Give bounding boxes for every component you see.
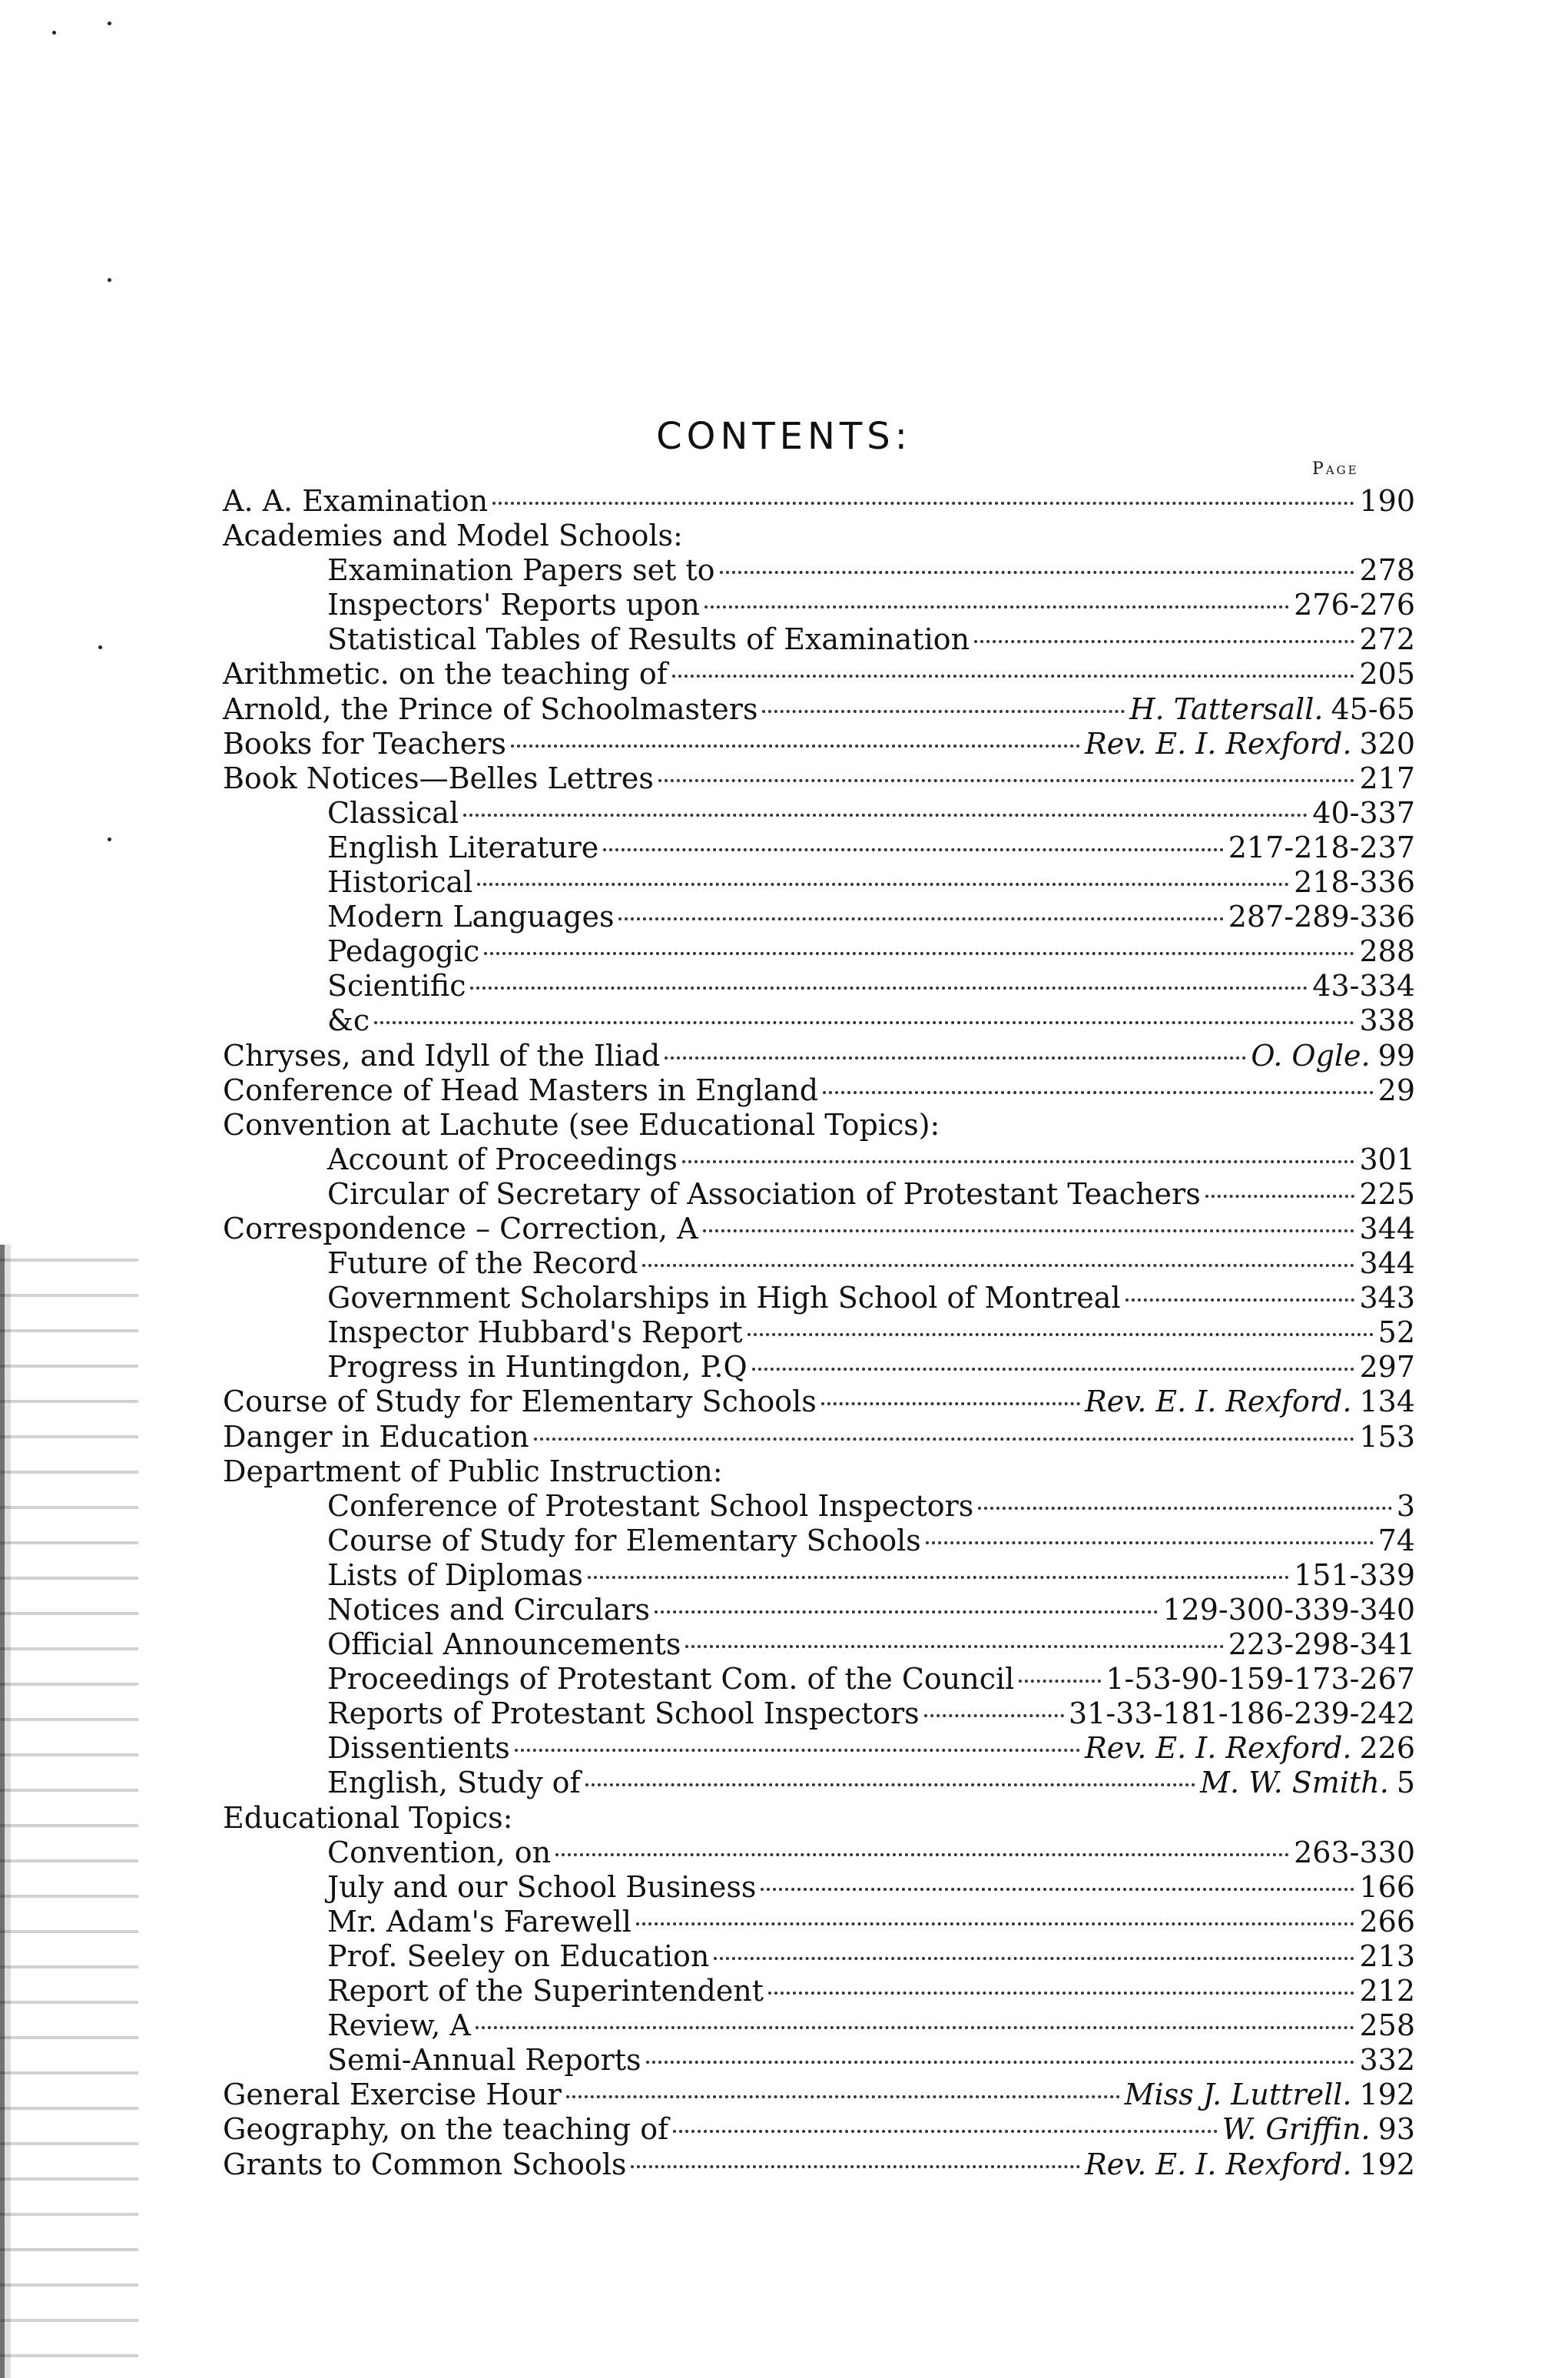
entry-page-number: 212	[1359, 1974, 1415, 2008]
entry-title: Conference of Protestant School Inspectors	[327, 1488, 974, 1523]
dot-leader	[978, 1507, 1392, 1510]
contents-entry	[223, 1177, 1415, 1212]
entry-title: &c	[327, 1003, 370, 1038]
entry-title: Official Announcements	[327, 1627, 681, 1662]
entry-page-number: 205	[1359, 657, 1415, 692]
dot-leader	[646, 2061, 1355, 2064]
entry-author: M. W. Smith.	[1200, 1766, 1389, 1800]
contents-entry	[223, 969, 1415, 1003]
entry-page-number: 45-65	[1331, 692, 1415, 726]
entry-title: Progress in Huntingdon, P.Q	[327, 1350, 748, 1385]
dot-leader	[555, 1853, 1289, 1856]
entry-page-number: 301	[1359, 1142, 1415, 1176]
entry-page-number: 43-334	[1312, 969, 1415, 1003]
dot-leader	[585, 1783, 1196, 1786]
entry-title: Reports of Protestant School Inspectors	[327, 1696, 920, 1731]
entry-page-number: 3	[1396, 1488, 1415, 1523]
entry-title: Course of Study for Elementary Schools	[327, 1523, 921, 1557]
entry-title: Conference of Head Masters in England	[223, 1073, 819, 1107]
contents-entry	[223, 934, 1415, 969]
entry-page-number: 99	[1377, 1038, 1415, 1073]
dot-leader	[823, 1091, 1374, 1094]
entry-page-number: 278	[1359, 553, 1415, 588]
scan-speck	[52, 31, 56, 35]
contents-entry	[223, 1766, 1415, 1800]
entry-page-number: 5	[1396, 1766, 1415, 1800]
dot-leader	[704, 605, 1289, 609]
dot-leader	[484, 952, 1354, 955]
entry-page-number: 192	[1359, 2078, 1415, 2112]
entry-page-number: 288	[1359, 934, 1415, 969]
page-column-label: Page	[1312, 459, 1359, 479]
dot-leader	[1205, 1195, 1355, 1198]
entry-title: Arnold, the Prince of Schoolmasters	[223, 692, 758, 726]
contents-entry	[223, 900, 1415, 934]
contents-entry	[223, 1731, 1415, 1766]
entry-page-number: 338	[1359, 1003, 1415, 1038]
entry-title: Academies and Model Schools:	[223, 519, 683, 553]
dot-leader	[768, 1992, 1354, 1995]
entry-title: Mr. Adam's Farewell	[327, 1904, 632, 1939]
entry-title: Pedagogic	[327, 934, 480, 969]
dot-leader	[492, 502, 1354, 505]
entry-page-number: 263-330	[1294, 1835, 1415, 1869]
contents-entry	[223, 2147, 1415, 2182]
dot-leader	[673, 2130, 1218, 2133]
dot-leader	[926, 1541, 1374, 1544]
entry-page-number: 343	[1359, 1281, 1415, 1315]
dot-leader	[470, 987, 1308, 990]
contents-entry	[223, 1420, 1415, 1454]
entry-page-number: 225	[1359, 1176, 1415, 1211]
contents-entry	[223, 2043, 1415, 2078]
dot-leader	[636, 1922, 1355, 1925]
contents-entry	[223, 1108, 1415, 1143]
contents-entry	[223, 1836, 1415, 1870]
entry-page-number: 192	[1359, 2147, 1415, 2181]
entry-page-number: 217	[1359, 761, 1415, 795]
contents-entry	[223, 1524, 1415, 1558]
entry-page-number: 52	[1377, 1315, 1415, 1350]
contents-entry	[223, 1143, 1415, 1177]
entry-page-number: 344	[1359, 1246, 1415, 1281]
entry-title: General Exercise Hour	[223, 2078, 562, 2112]
scan-speck	[108, 278, 111, 282]
entry-title: Report of the Superintendent	[327, 1974, 764, 2008]
contents-entry	[223, 1558, 1415, 1593]
dot-leader	[658, 779, 1355, 782]
dot-leader	[588, 1576, 1289, 1579]
scan-speck	[108, 22, 111, 25]
entry-title: Circular of Secretary of Association of Protestant Teachers	[327, 1176, 1201, 1211]
contents-entry	[223, 727, 1415, 761]
dot-leader	[672, 675, 1355, 678]
entry-page-number: 258	[1359, 2008, 1415, 2043]
contents-entry	[223, 761, 1415, 796]
dot-leader	[534, 1438, 1355, 1441]
dot-leader	[515, 1749, 1080, 1752]
dot-leader	[1125, 1298, 1355, 1302]
contents-list	[223, 484, 1415, 2182]
dot-leader	[974, 640, 1354, 643]
entry-title: English Literature	[327, 830, 599, 864]
dot-leader	[685, 1645, 1223, 1648]
dot-leader	[714, 1957, 1354, 1960]
entry-title: Course of Study for Elementary Schools	[223, 1385, 817, 1419]
entry-page-number: 1-53-90-159-173-267	[1106, 1662, 1415, 1696]
entry-title: Notices and Circulars	[327, 1593, 651, 1627]
entry-title: A. A. Examination	[223, 484, 489, 518]
dot-leader	[642, 1264, 1354, 1267]
entry-title: Danger in Education	[223, 1419, 529, 1454]
dot-leader	[682, 1160, 1355, 1163]
contents-entry	[223, 1039, 1415, 1073]
entry-title: Statistical Tables of Results of Examination	[327, 622, 970, 657]
entry-page-number: 40-337	[1312, 795, 1415, 830]
entry-page-number: 320	[1359, 726, 1415, 761]
entry-page-number: 74	[1377, 1523, 1415, 1557]
entry-title: Convention at Lachute (see Educational Topics):	[223, 1107, 940, 1142]
contents-entry	[223, 1385, 1415, 1419]
entry-author: Rev. E. I. Rexford.	[1085, 1385, 1352, 1419]
dot-leader	[655, 1610, 1158, 1614]
dot-leader	[720, 571, 1355, 574]
entry-page-number: 218-336	[1294, 865, 1415, 900]
entry-title: Account of Proceedings	[327, 1142, 678, 1176]
dot-leader	[752, 1368, 1355, 1371]
entry-page-number: 223-298-341	[1228, 1627, 1415, 1662]
scan-speck	[98, 645, 102, 649]
dot-leader	[603, 848, 1223, 851]
entry-title: Inspectors' Reports upon	[327, 588, 700, 622]
contents-entry	[223, 1593, 1415, 1627]
dot-leader	[477, 883, 1289, 886]
contents-entry	[223, 1905, 1415, 1939]
entry-title: Department of Public Instruction:	[223, 1454, 723, 1488]
contents-entry	[223, 1073, 1415, 1108]
entry-title: Dissentients	[327, 1731, 510, 1766]
contents-entry	[223, 2078, 1415, 2112]
dot-leader	[511, 745, 1080, 748]
entry-title: Books for Teachers	[223, 726, 506, 761]
contents-entry	[223, 692, 1415, 727]
entry-page-number: 344	[1359, 1211, 1415, 1245]
dot-leader	[1019, 1680, 1101, 1683]
dot-leader	[665, 1056, 1246, 1060]
contents-entry	[223, 1350, 1415, 1385]
dot-leader	[748, 1333, 1374, 1336]
contents-entry	[223, 1939, 1415, 1974]
entry-page-number: 287-289-336	[1228, 900, 1415, 934]
dot-leader	[631, 2165, 1080, 2168]
entry-title: English, Study of	[327, 1766, 581, 1800]
dot-leader	[703, 1229, 1355, 1232]
contents-entry	[223, 484, 1415, 519]
entry-page-number: 134	[1359, 1385, 1415, 1419]
entry-title: Government Scholarships in High School of Montreal	[327, 1281, 1121, 1315]
entry-title: Proceedings of Protestant Com. of the Council	[327, 1662, 1015, 1696]
contents-entry	[223, 588, 1415, 622]
dot-leader	[618, 917, 1223, 920]
dot-leader	[476, 2026, 1355, 2029]
page-title: CONTENTS:	[656, 415, 912, 458]
entry-page-number: 166	[1359, 1869, 1415, 1904]
entry-title: Lists of Diplomas	[327, 1557, 583, 1592]
entry-title: Geography, on the teaching of	[223, 2112, 669, 2147]
entry-page-number: 153	[1359, 1419, 1415, 1454]
entry-page-number: 332	[1359, 2043, 1415, 2078]
contents-entry	[223, 657, 1415, 692]
contents-entry	[223, 865, 1415, 900]
entry-page-number: 129-300-339-340	[1162, 1593, 1415, 1627]
entry-title: Semi-Annual Reports	[327, 2043, 641, 2078]
entry-title: July and our School Business	[327, 1869, 757, 1904]
scan-speck	[108, 837, 111, 841]
entry-page-number: 226	[1359, 1731, 1415, 1766]
entry-title: Historical	[327, 865, 473, 900]
contents-entry	[223, 1627, 1415, 1662]
entry-title: Prof. Seeley on Education	[327, 1939, 710, 1973]
entry-title: Examination Papers set to	[327, 553, 715, 588]
dot-leader	[761, 1888, 1354, 1891]
contents-entry	[223, 1801, 1415, 1836]
entry-page-number: 190	[1359, 484, 1415, 518]
contents-entry	[223, 1212, 1415, 1246]
dot-leader	[762, 710, 1125, 713]
entry-author: O. Ogle.	[1251, 1038, 1371, 1073]
entry-page-number: 217-218-237	[1228, 830, 1415, 864]
entry-title: Review, A	[327, 2008, 471, 2043]
entry-title: Educational Topics:	[223, 1800, 513, 1835]
entry-page-number: 93	[1377, 2112, 1415, 2147]
entry-title: Classical	[327, 795, 459, 830]
dot-leader	[374, 1021, 1354, 1024]
entry-title: Chryses, and Idyll of the Iliad	[223, 1038, 661, 1073]
entry-author: Rev. E. I. Rexford.	[1085, 1731, 1352, 1766]
entry-page-number: 276-276	[1294, 588, 1415, 622]
contents-entry	[223, 1003, 1415, 1038]
entry-page-number: 31-33-181-186-239-242	[1068, 1696, 1415, 1731]
contents-entry	[223, 1315, 1415, 1350]
contents-entry	[223, 2112, 1415, 2147]
entry-author: Rev. E. I. Rexford.	[1085, 726, 1352, 761]
entry-title: Book Notices—Belles Lettres	[223, 761, 654, 795]
dot-leader	[463, 814, 1308, 817]
entry-page-number: 213	[1359, 1939, 1415, 1973]
entry-title: Future of the Record	[327, 1246, 638, 1281]
entry-page-number: 266	[1359, 1904, 1415, 1939]
entry-page-number: 151-339	[1294, 1557, 1415, 1592]
contents-entry	[223, 2008, 1415, 2043]
contents-entry	[223, 1454, 1415, 1489]
contents-entry	[223, 553, 1415, 588]
contents-entry	[223, 1870, 1415, 1905]
entry-author: H. Tattersall.	[1129, 692, 1324, 726]
binding-edge	[0, 1245, 138, 2378]
entry-title: Correspondence – Correction, A	[223, 1211, 698, 1245]
contents-entry	[223, 796, 1415, 831]
entry-title: Arithmetic. on the teaching of	[223, 657, 668, 692]
dot-leader	[821, 1402, 1080, 1405]
entry-author: W. Griffin.	[1222, 2112, 1371, 2147]
contents-entry	[223, 1662, 1415, 1696]
contents-entry	[223, 1246, 1415, 1281]
contents-entry	[223, 519, 1415, 553]
entry-author: Rev. E. I. Rexford.	[1085, 2147, 1352, 2181]
contents-entry	[223, 1974, 1415, 2008]
dot-leader	[566, 2095, 1120, 2098]
entry-title: Modern Languages	[327, 900, 615, 934]
entry-page-number: 29	[1377, 1073, 1415, 1107]
entry-title: Scientific	[327, 969, 466, 1003]
contents-entry	[223, 1696, 1415, 1731]
dot-leader	[924, 1714, 1064, 1717]
entry-author: Miss J. Luttrell.	[1124, 2078, 1352, 2112]
contents-entry	[223, 831, 1415, 865]
contents-entry	[223, 1489, 1415, 1524]
entry-title: Convention, on	[327, 1835, 552, 1869]
contents-entry	[223, 622, 1415, 657]
entry-page-number: 297	[1359, 1350, 1415, 1385]
entry-title: Inspector Hubbard's Report	[327, 1315, 743, 1350]
contents-entry	[223, 1281, 1415, 1315]
entry-page-number: 272	[1359, 622, 1415, 657]
entry-title: Grants to Common Schools	[223, 2147, 627, 2181]
